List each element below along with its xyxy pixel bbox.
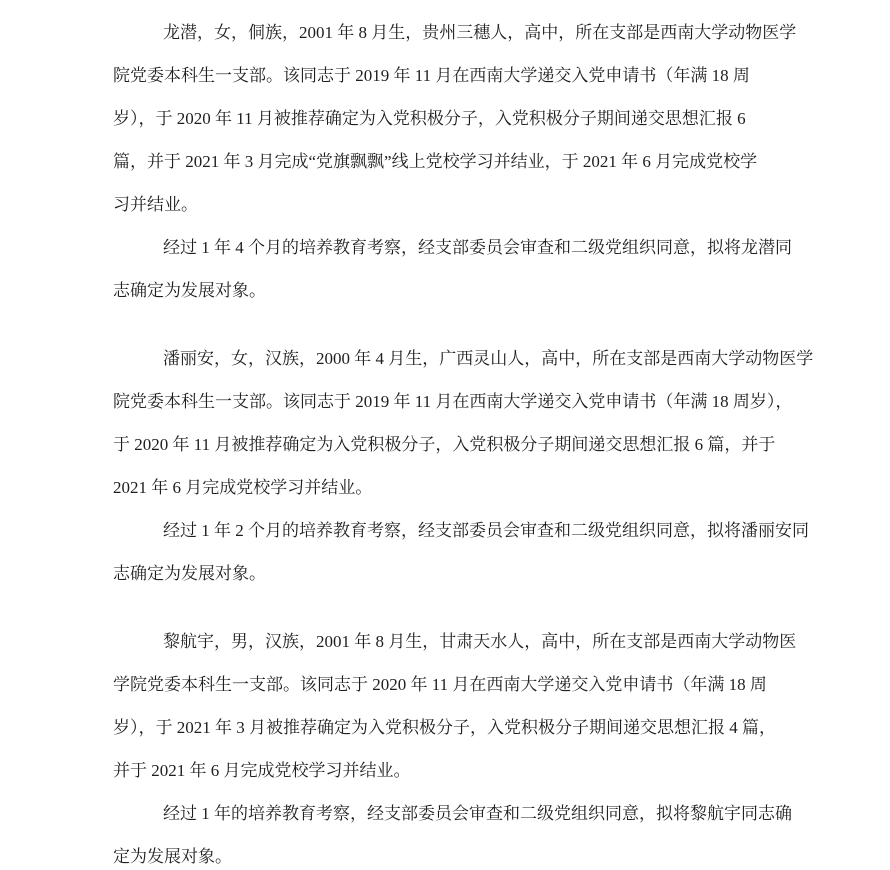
text-line: 于 2020 年 11 月被推荐确定为入党积极分子，入党积极分子期间递交思想汇报 6 篇，并于 — [113, 435, 776, 454]
text-line: 院党委本科生一支部。该同志于 2019 年 11 月在西南大学递交入党申请书（年满 18 周 — [113, 66, 750, 85]
paragraph-spacer — [113, 595, 823, 620]
text-line: 岁），于 2020 年 11 月被推荐确定为入党积极分子，入党积极分子期间递交思想汇报 6 — [113, 109, 746, 128]
paragraph-spacer — [113, 312, 823, 337]
text-line: 经过 1 年 2 个月的培养教育考察，经支部委员会审查和二级党组织同意，拟将潘丽安同 — [163, 521, 809, 540]
paragraph — [113, 337, 823, 509]
text-line: 学院党委本科生一支部。该同志于 2020 年 11 月在西南大学递交入党申请书（年满 18 周 — [113, 675, 767, 694]
text-line: 潘丽安，女，汉族，2000 年 4 月生，广西灵山人，高中，所在支部是西南大学动物医学 — [163, 349, 814, 368]
text-line: 志确定为发展对象。 — [113, 564, 266, 583]
text-line: 并于 2021 年 6 月完成党校学习并结业。 — [113, 761, 411, 780]
text-line: 龙潜，女，侗族，2001 年 8 月生，贵州三穗人，高中，所在支部是西南大学动物医学 — [163, 23, 797, 42]
paragraph — [113, 509, 823, 595]
paragraph — [113, 226, 823, 312]
paragraph — [113, 792, 823, 870]
text-line: 岁），于 2021 年 3 月被推荐确定为入党积极分子，入党积极分子期间递交思想汇报 4 篇， — [113, 718, 776, 737]
text-line: 2021 年 6 月完成党校学习并结业。 — [113, 478, 373, 497]
paragraph — [113, 11, 823, 226]
text-line: 篇，并于 2021 年 3 月完成“党旗飘飘”线上党校学习并结业，于 2021 年 6 月完成党校学 — [113, 152, 758, 171]
text-line: 志确定为发展对象。 — [113, 281, 266, 300]
text-line: 习并结业。 — [113, 195, 198, 214]
paragraph — [113, 620, 823, 792]
text-line: 院党委本科生一支部。该同志于 2019 年 11 月在西南大学递交入党申请书（年满 18 周岁）， — [113, 392, 793, 411]
text-line: 经过 1 年 4 个月的培养教育考察，经支部委员会审查和二级党组织同意，拟将龙潜同 — [163, 238, 792, 257]
document-content — [113, 11, 823, 870]
text-line: 黎航宇，男，汉族，2001 年 8 月生，甘肃天水人，高中，所在支部是西南大学动物医 — [163, 632, 797, 651]
text-line: 经过 1 年的培养教育考察，经支部委员会审查和二级党组织同意，拟将黎航宇同志确 — [163, 804, 792, 823]
text-line: 定为发展对象。 — [113, 847, 232, 866]
